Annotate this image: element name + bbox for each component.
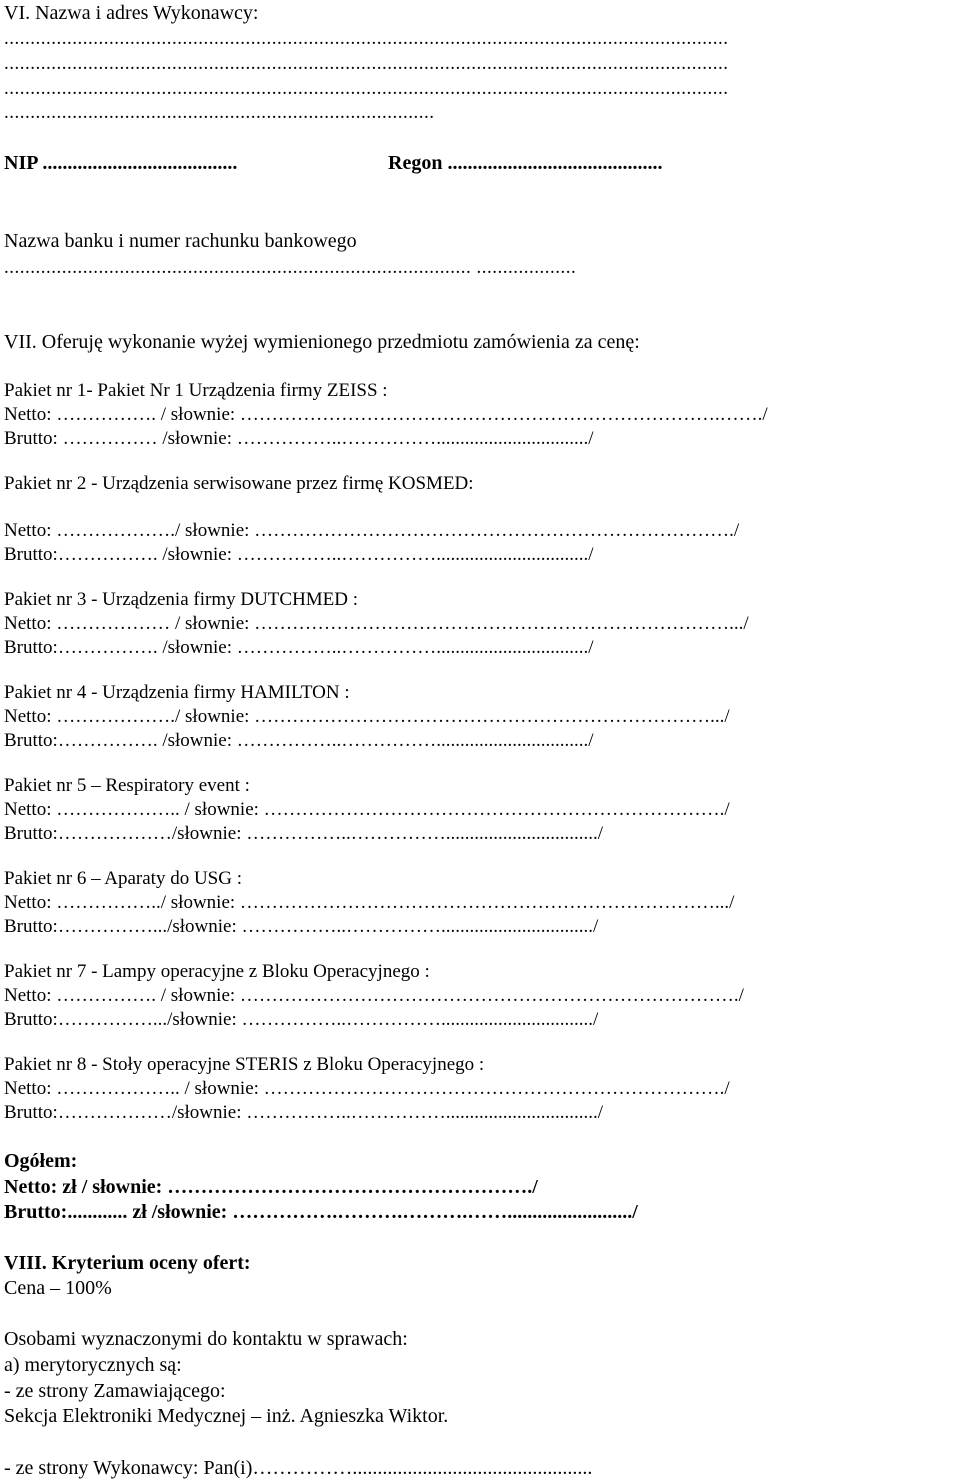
pakiet-2-title: Pakiet nr 2 - Urządzenia serwisowane przez firmę KOSMED: (4, 473, 474, 494)
pakiet-5-brutto: Brutto:………………/słownie: ……………..……………................................/ (4, 823, 604, 844)
bank-label: Nazwa banku i numer rachunku bankowego (4, 230, 357, 252)
section7-heading: VII. Oferuję wykonanie wyżej wymienionego przedmiotu zamówienia za cenę: (4, 331, 640, 353)
nip-field: NIP ....................................... (4, 152, 238, 174)
contact-intro: Osobami wyznaczonymi do kontaktu w sprawach: (4, 1328, 408, 1350)
address-dots-line-2: .......................................................................................................................................... (4, 53, 729, 74)
contact-wykonawca: - ze strony Wykonawcy: Pan(i)……………................................................ (4, 1457, 593, 1479)
pakiet-3-netto: Netto: ……………… / słownie: ………………………………………………………………….../ (4, 613, 749, 634)
contact-zamawiajacy-person: Sekcja Elektroniki Medycznej – inż. Agnieszka Wiktor. (4, 1405, 449, 1427)
pakiet-8-title: Pakiet nr 8 - Stoły operacyjne STERIS z Bloku Operacyjnego : (4, 1054, 485, 1075)
pakiet-4-netto: Netto: ………………./ słownie: ……………………………………………………………….../ (4, 706, 730, 727)
address-dots-line-1: .......................................................................................................................................... (4, 28, 729, 49)
section6-heading: VI. Nazwa i adres Wykonawcy: (4, 2, 259, 24)
pakiet-3-brutto: Brutto:……………. /słownie: ……………..……………................................/ (4, 637, 594, 658)
pakiet-6-brutto: Brutto:…………….../słownie: ……………..……………................................/ (4, 916, 599, 937)
regon-field: Regon ........................................... (388, 152, 663, 174)
pakiet-8-netto: Netto: ……………….. / słownie: ………………………………………………………………./ (4, 1078, 730, 1099)
pakiet-2-netto: Netto: ………………./ słownie: …………………………………………………………………./ (4, 520, 740, 541)
pakiet-1-brutto: Brutto: …………… /słownie: ……………..……………................................/ (4, 428, 594, 449)
pakiet-6-netto: Netto: ……………../ słownie: ………………………………………………………………….../ (4, 892, 735, 913)
address-dots-line-3: .......................................................................................................................................... (4, 78, 729, 99)
pakiet-8-brutto: Brutto:………………/słownie: ……………..……………................................/ (4, 1102, 604, 1123)
pakiet-5-netto: Netto: ……………….. / słownie: ………………………………………………………………./ (4, 799, 730, 820)
total-netto: Netto: zł / słownie: ………………………………………………./ (4, 1176, 538, 1198)
address-dots-line-4: .................................................................................. (4, 102, 435, 123)
section8-heading: VIII. Kryterium oceny ofert: (4, 1252, 251, 1274)
pakiet-5-title: Pakiet nr 5 – Respiratory event : (4, 775, 250, 796)
contact-zamawiajacy-label: - ze strony Zamawiającego: (4, 1380, 226, 1402)
bank-dots: ......................................................................................... ................... (4, 257, 577, 278)
pakiet-1-title: Pakiet nr 1- Pakiet Nr 1 Urządzenia firmy ZEISS : (4, 380, 388, 401)
pakiet-7-netto: Netto: ……………. / słownie: ……………………………………………………………………./ (4, 985, 744, 1006)
criterion-price: Cena – 100% (4, 1277, 112, 1299)
pakiet-7-title: Pakiet nr 7 - Lampy operacyjne z Bloku Operacyjnego : (4, 961, 430, 982)
total-brutto: Brutto:............ zł /słownie: …………….……….……….……........................./ (4, 1201, 638, 1223)
pakiet-7-brutto: Brutto:…………….../słownie: ……………..……………................................/ (4, 1009, 599, 1030)
pakiet-4-title: Pakiet nr 4 - Urządzenia firmy HAMILTON : (4, 682, 350, 703)
pakiet-4-brutto: Brutto:……………. /słownie: ……………..……………................................/ (4, 730, 594, 751)
pakiet-1-netto: Netto: ……………. / słownie: ………………………………………………………………….……./ (4, 404, 768, 425)
pakiet-3-title: Pakiet nr 3 - Urządzenia firmy DUTCHMED : (4, 589, 359, 610)
pakiet-2-brutto: Brutto:……………. /słownie: ……………..……………................................/ (4, 544, 594, 565)
total-label: Ogółem: (4, 1150, 78, 1172)
contact-merytoryczne: a) merytorycznych są: (4, 1354, 182, 1376)
pakiet-6-title: Pakiet nr 6 – Aparaty do USG : (4, 868, 243, 889)
